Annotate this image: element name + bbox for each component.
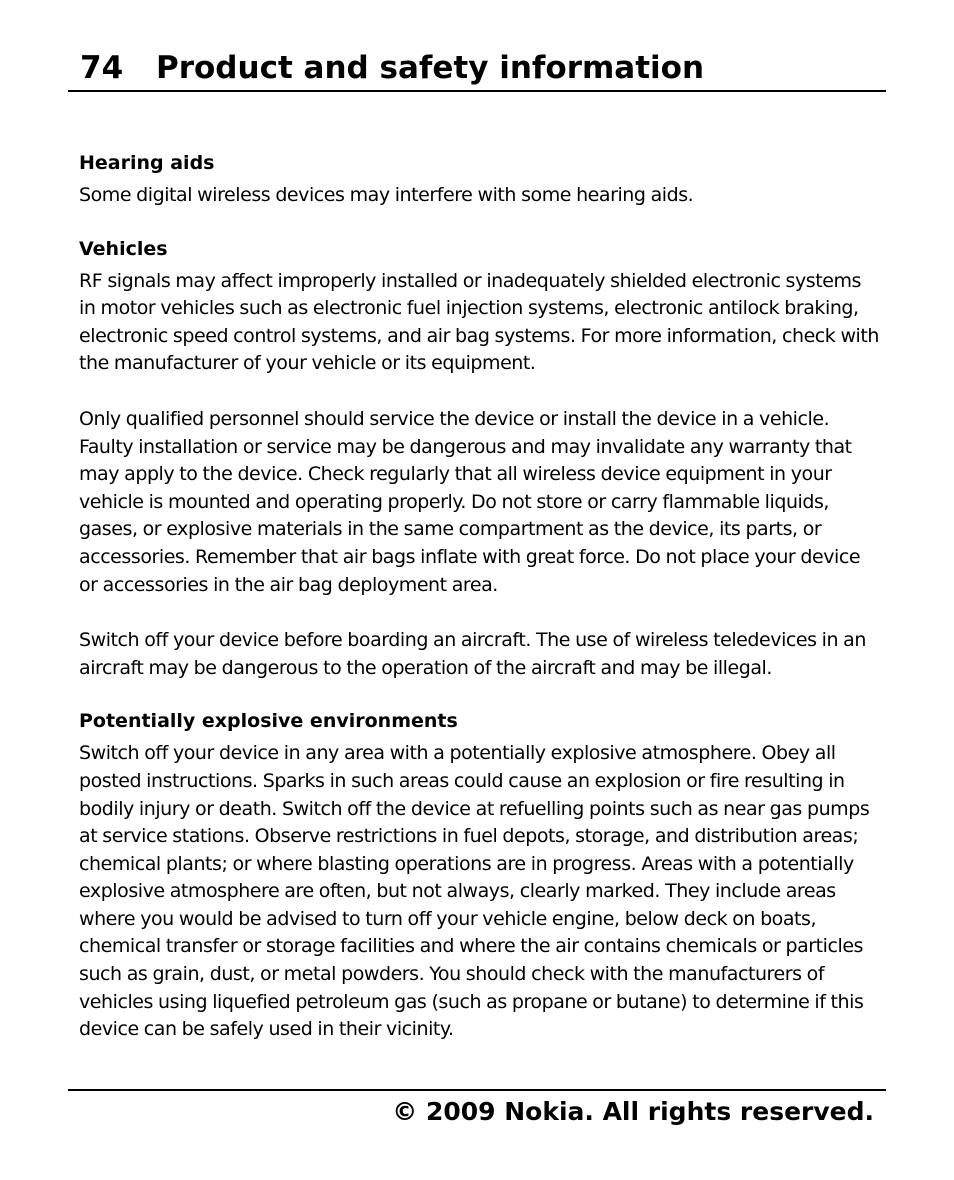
paragraph: Only qualified personnel should service the device or install the device in a vehicle. Faulty installation or service may be dangerous and may invalidate any warranty that may apply to the device. Check regularly that all wireless device equipment in your vehicle is mounted and operating properly. Do not store or carry flammable liquids, gases, or explosive materials in the same compartment as the device, its parts, or accessories. Remember that air bags inflate with great force. Do not place your device or accessories in the air bag deployment area.: [79, 407, 861, 596]
copyright-notice: © 2009 Nokia. All rights reserved.: [392, 1097, 874, 1126]
page-header: [68, 46, 886, 92]
paragraph: Switch off your device in any area with a potentially explosive atmosphere. Obey all posted instructions. Sparks in such areas could cause an explosion or fire resulting in bodily injury or death. Switch off the device at refuelling points such as near gas pumps at service stations. Observe restrictions in fuel depots, storage, and distribution areas; chemical plants; or where blasting operations are in progress. Areas with a potentially explosive atmosphere are often, but not always, clearly marked. They include areas where you would be advised to turn off your vehicle engine, below deck on boats, chemical transfer or storage facilities and where the air contains chemicals or particles such as grain, dust, or metal powders. You should check with the manufacturers of vehicles using liquefied petroleum gas (such as propane or butane) to determine if this device can be safely used in their vicinity.: [79, 742, 870, 1041]
paragraph: Some digital wireless devices may interfere with some hearing aids.: [79, 184, 694, 206]
page-number: 74: [80, 50, 124, 86]
paragraph: RF signals may affect improperly installed or inadequately shielded electronic systems in motor vehicles such as electronic fuel injection systems, electronic antilock braking, electronic speed control systems, and air bag systems. For more information, check with the manufacturer of your vehicle or its equipment.: [79, 269, 879, 375]
document-body: [79, 150, 879, 1044]
paragraph: Switch off your device before boarding an aircraft. The use of wireless teledevices in an aircraft may be dangerous to the operation of the aircraft and may be illegal.: [79, 629, 866, 679]
section-heading: Potentially explosive environments: [79, 710, 458, 733]
section-hearing-aids: [79, 150, 879, 210]
section-vehicles: [79, 236, 879, 683]
page-footer: [68, 1089, 886, 1126]
page-title: Product and safety information: [156, 50, 705, 86]
section-heading: Vehicles: [79, 237, 168, 260]
section-heading: Hearing aids: [79, 152, 215, 174]
section-explosive-environments: [79, 708, 879, 1044]
